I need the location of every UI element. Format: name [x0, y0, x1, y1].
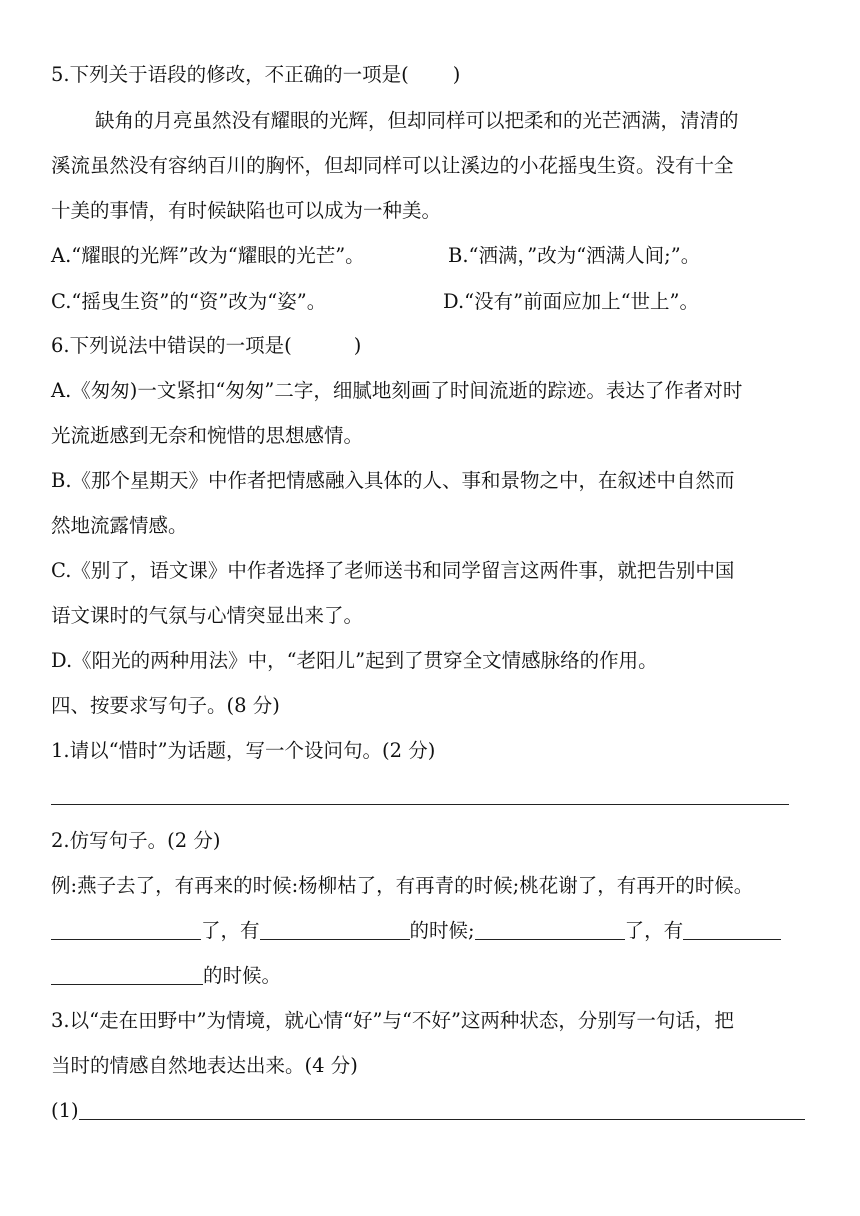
s4-q3-prompt-line-2: 当时的情感自然地表达出来。(4 分) — [51, 1054, 358, 1077]
q5-passage-line-2: 溪流虽然没有容纳百川的胸怀，但却同样可以让溪边的小花摇曳生资。没有十全 — [51, 154, 734, 177]
q5-option-b: B.“洒满，”改为“洒满人间;”。 — [448, 244, 701, 267]
q6-option-c-line-2: 语文课时的气氛与心情突显出来了。 — [51, 604, 364, 627]
s4-q1-answer-line[interactable] — [51, 804, 789, 805]
s4-q2-fill-text-2: 的时候; — [409, 919, 475, 942]
q5-options-row-2 — [51, 287, 810, 317]
q6-stem-close: ) — [353, 334, 362, 357]
q5-stem-close: ) — [452, 63, 461, 86]
q6-option-d: D.《阳光的两种用法》中，“老阳儿”起到了贯穿全文情感脉络的作用。 — [51, 649, 658, 672]
s4-q2-blank-5[interactable] — [51, 962, 203, 985]
s4-q2-fill-row-1 — [51, 916, 810, 946]
q6-option-b-line-2: 然地流露情感。 — [51, 514, 188, 537]
q6-option-b-line-1: B.《那个星期天》中作者把情感融入具体的人、事和景物之中，在叙述中自然而 — [51, 469, 735, 492]
q5-options-row-1 — [51, 241, 810, 271]
s4-q2-blank-1[interactable] — [51, 917, 201, 940]
s4-q2-blank-3[interactable] — [475, 917, 625, 940]
q5-passage-line-1: 缺角的月亮虽然没有耀眼的光辉，但却同样可以把柔和的光芒洒满，清清的 — [95, 109, 739, 132]
s4-q1-prompt: 1.请以“惜时”为话题，写一个设问句。(2 分) — [51, 739, 436, 762]
q6-option-a-line-1: A.《匆匆)一文紧扣“匆匆”二字，细腻地刻画了时间流逝的踪迹。表达了作者对时 — [51, 379, 743, 402]
q5-option-c: C.“摇曳生资”的“资”改为“姿”。 — [51, 290, 327, 313]
s4-q3-sub1 — [51, 1096, 810, 1126]
q5-option-d: D.“没有”前面应加上“世上”。 — [443, 290, 700, 313]
q5-stem — [51, 60, 810, 90]
q6-stem — [51, 331, 810, 361]
s4-q3-prompt-line-1: 3.以“走在田野中”为情境，就心情“好”与“不好”这两种状态，分别写一句话，把 — [51, 1009, 734, 1032]
s4-q2-fill-text-1: 了，有 — [201, 919, 260, 942]
q5-stem-text: 5.下列关于语段的修改，不正确的一项是( — [51, 63, 409, 86]
s4-q2-blank-4[interactable] — [683, 917, 781, 940]
s4-q2-fill-row-2 — [51, 961, 810, 991]
q6-option-c-line-1: C.《别了，语文课》中作者选择了老师送书和同学留言这两件事，就把告别中国 — [51, 559, 735, 582]
section-4-heading: 四、按要求写句子。(8 分) — [51, 694, 280, 717]
s4-q2-blank-2[interactable] — [260, 917, 410, 940]
s4-q2-fill-text-3: 了，有 — [624, 919, 684, 942]
s4-q2-title: 2.仿写句子。(2 分) — [51, 829, 221, 852]
s4-q3-sub1-label: (1) — [51, 1099, 79, 1122]
s4-q3-sub1-answer-line[interactable] — [79, 1097, 805, 1120]
q5-passage-line-3: 十美的事情，有时候缺陷也可以成为一种美。 — [51, 199, 442, 222]
q5-option-a: A.“耀眼的光辉”改为“耀眼的光芒”。 — [51, 244, 365, 267]
s4-q2-example: 例:燕子去了，有再来的时候:杨柳枯了，有再青的时候;桃花谢了，有再开的时候。 — [51, 874, 754, 897]
q6-option-a-line-2: 光流逝感到无奈和惋惜的思想感情。 — [51, 424, 364, 447]
s4-q2-fill-text-4: 的时候。 — [203, 964, 282, 987]
q6-stem-text: 6.下列说法中错误的一项是( — [51, 334, 292, 357]
